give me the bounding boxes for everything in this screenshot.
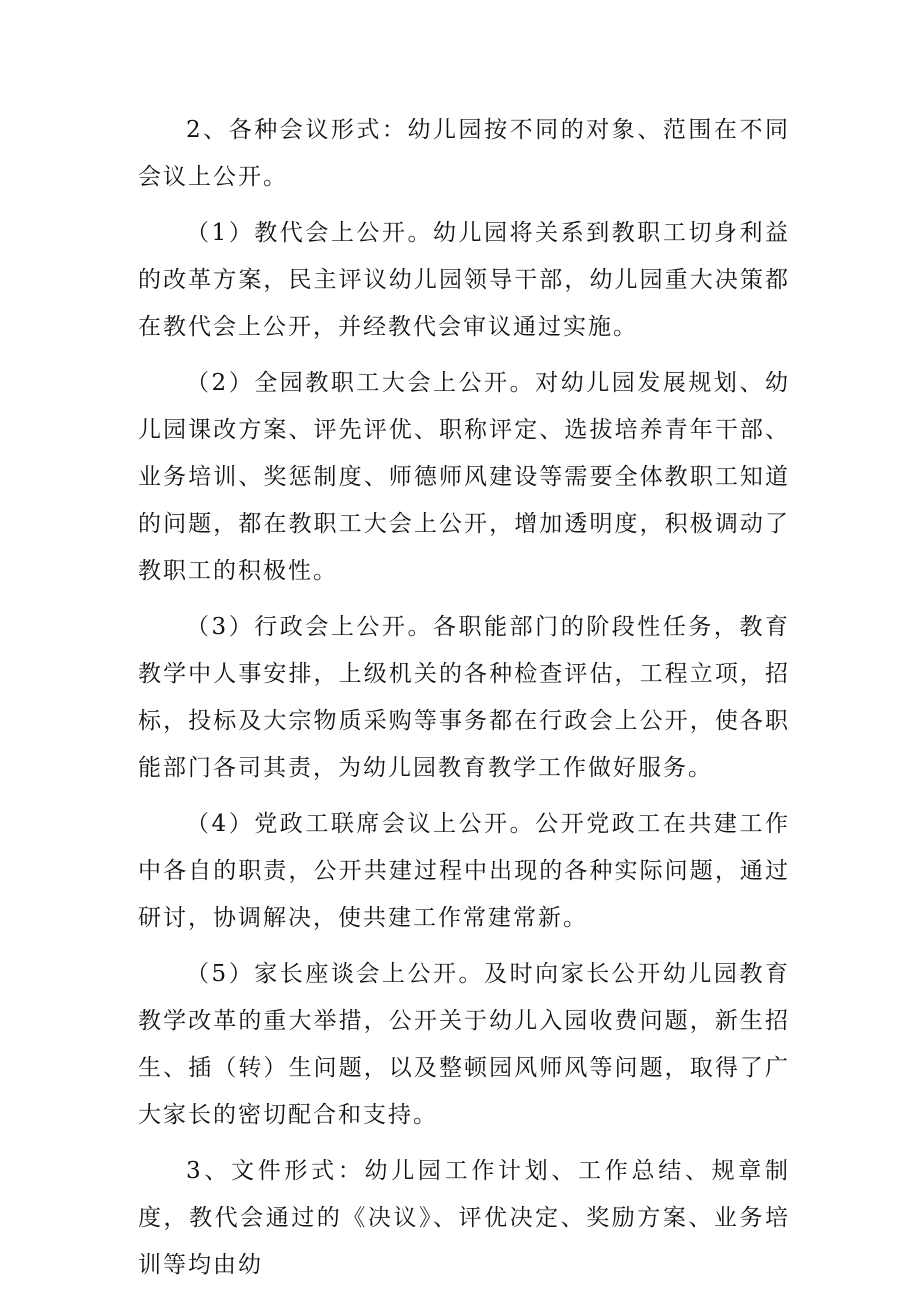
paragraph-section-2-meetings: 2、各种会议形式：幼儿园按不同的对象、范围在不同会议上公开。 xyxy=(138,117,790,190)
paragraph-item-1-staff-congress: （1）教代会上公开。幼儿园将关系到教职工切身利益的改革方案，民主评议幼儿园领导干部，幼儿园重大决策都在教代会上公开，并经教代会审议通过实施。 xyxy=(138,220,790,340)
paragraph-item-4-joint-meeting: （4）党政工联席会议上公开。公开党政工在共建工作中各自的职责，公开共建过程中出现的各种实际问题，通过研讨，协调解决，使共建工作常建常新。 xyxy=(138,811,790,931)
paragraph-section-3-documents: 3、文件形式：幼儿园工作计划、工作总结、规章制度，教代会通过的《决议》、评优决定、奖励方案、业务培训等均由幼 xyxy=(138,1158,790,1278)
document-body xyxy=(138,107,790,1298)
paragraph-item-3-administrative-meeting: （3）行政会上公开。各职能部门的阶段性任务，教育教学中人事安排，上级机关的各种检查评估，工程立项，招标，投标及大宗物质采购等事务都在行政会上公开，使各职能部门各司其责，为幼儿园教育教学工作做好服务。 xyxy=(138,614,790,781)
paragraph-item-5-parent-meeting: （5）家长座谈会上公开。及时向家长公开幼儿园教育教学改革的重大举措，公开关于幼儿入园收费问题，新生招生、插（转）生问题，以及整顿园风师风等问题，取得了广大家长的密切配合和支持。 xyxy=(138,961,790,1128)
paragraph-item-2-all-staff-meeting: （2）全园教职工大会上公开。对幼儿园发展规划、幼儿园课改方案、评先评优、职称评定、选拔培养青年干部、业务培训、奖惩制度、师德师风建设等需要全体教职工知道的问题，都在教职工大会上公开，增加透明度，积极调动了教职工的积极性。 xyxy=(138,370,790,584)
